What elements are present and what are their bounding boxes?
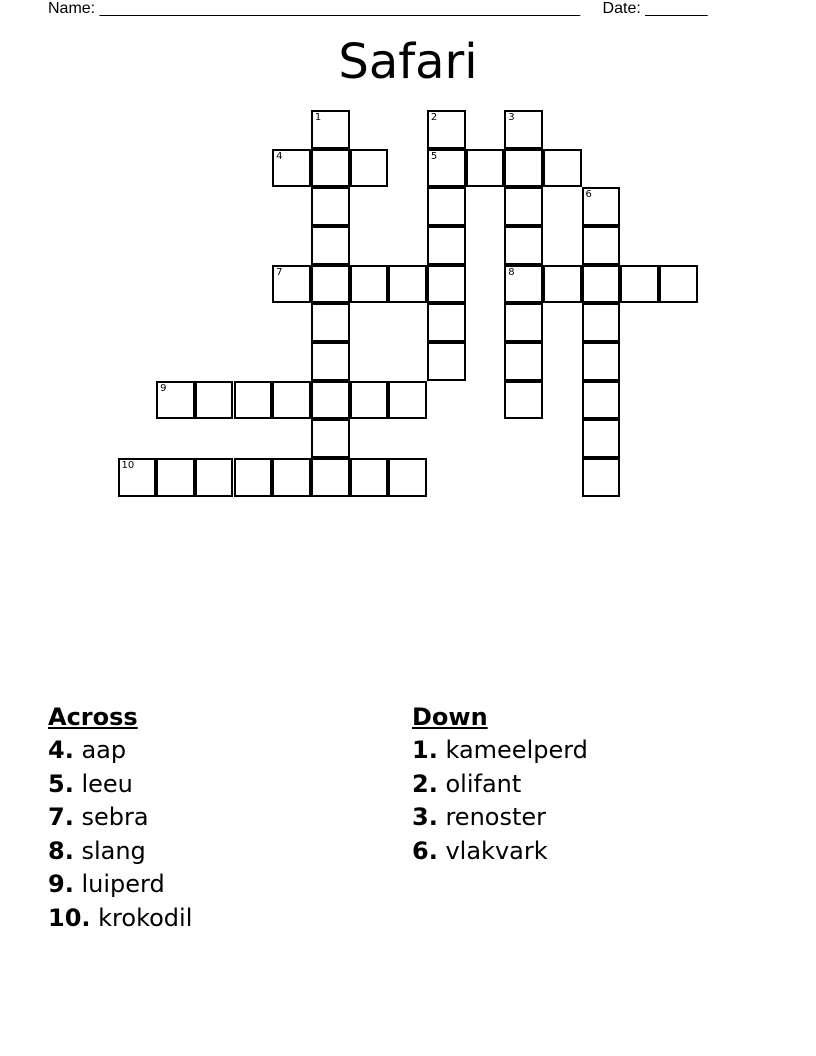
cell-number: 6 (585, 189, 592, 201)
grid-cell[interactable] (388, 458, 427, 497)
grid-cell[interactable] (582, 226, 621, 265)
grid-cell[interactable] (427, 110, 466, 149)
grid-cell[interactable] (427, 187, 466, 226)
name-label: Name: (48, 0, 96, 17)
grid-cell[interactable] (118, 458, 157, 497)
name-blank[interactable]: ______________________________________________________ (99, 0, 581, 17)
grid-cell[interactable] (311, 226, 350, 265)
across-heading: Across (48, 703, 138, 731)
grid-cell[interactable] (504, 342, 543, 381)
cell-number: 10 (121, 460, 135, 472)
date-blank[interactable]: _______ (645, 0, 708, 17)
clue-across-10: 10. krokodil (48, 903, 193, 932)
grid-cell[interactable] (427, 226, 466, 265)
date-label: Date: (602, 0, 641, 17)
grid-cell[interactable] (311, 303, 350, 342)
clue-down-1: 1. kameelperd (412, 736, 588, 764)
grid-cell[interactable] (350, 149, 389, 188)
grid-cell[interactable] (311, 187, 350, 226)
grid-cell[interactable] (659, 265, 698, 304)
grid-cell[interactable] (234, 458, 273, 497)
clue-down-6: 6. vlakvark (412, 836, 548, 865)
clue-down-3: 3. renoster (412, 803, 547, 831)
clue-across-9: 9. luiperd (48, 870, 165, 898)
across-clues (48, 700, 192, 935)
grid-cell[interactable] (582, 265, 621, 304)
cell-number: 2 (430, 112, 438, 123)
grid-cell[interactable] (466, 149, 505, 188)
clue-across-4: 4. aap (48, 736, 127, 764)
grid-cell[interactable] (427, 149, 466, 188)
grid-cell[interactable] (350, 458, 389, 497)
grid-cell[interactable] (195, 458, 234, 497)
grid-cell[interactable] (504, 226, 543, 265)
grid-cell[interactable] (311, 265, 350, 304)
grid-cell[interactable] (311, 342, 350, 381)
grid-cell[interactable] (504, 265, 543, 304)
cell-number: 8 (508, 266, 515, 278)
grid-cell[interactable] (582, 303, 621, 342)
grid-cell[interactable] (504, 110, 543, 149)
grid-cell[interactable] (272, 265, 311, 304)
grid-cell[interactable] (272, 149, 311, 188)
grid-cell[interactable] (504, 381, 543, 420)
clue-across-5: 5. leeu (48, 769, 133, 798)
clue-across-7: 7. sebra (48, 803, 149, 831)
grid-cell[interactable] (311, 149, 350, 188)
grid-cell[interactable] (427, 342, 466, 381)
grid-cell[interactable] (504, 187, 543, 226)
grid-cell[interactable] (234, 381, 273, 420)
grid-cell[interactable] (311, 419, 350, 458)
cell-number: 3 (508, 112, 515, 123)
grid-cell[interactable] (427, 303, 466, 342)
grid-cell[interactable] (350, 381, 389, 420)
grid-cell[interactable] (388, 265, 427, 304)
cell-number: 4 (276, 150, 283, 162)
grid-cell[interactable] (427, 265, 466, 304)
grid-cell[interactable] (311, 458, 350, 497)
grid-cell[interactable] (543, 265, 582, 304)
grid-cell[interactable] (504, 303, 543, 342)
grid-cell[interactable] (582, 187, 621, 226)
grid-cell[interactable] (195, 381, 234, 420)
down-heading: Down (412, 703, 488, 731)
grid-cell[interactable] (504, 149, 543, 188)
page-title: Safari (338, 34, 478, 90)
grid-cell[interactable] (582, 381, 621, 420)
clue-across-8: 8. slang (48, 836, 146, 865)
grid-cell[interactable] (350, 265, 389, 304)
grid-cell[interactable] (311, 110, 350, 149)
grid-cell[interactable] (156, 381, 195, 420)
cell-number: 9 (160, 382, 167, 394)
grid-cell[interactable] (311, 381, 350, 420)
grid-cell[interactable] (156, 458, 195, 497)
grid-cell[interactable] (272, 381, 311, 420)
cell-number: 7 (276, 266, 283, 278)
grid-cell[interactable] (582, 419, 621, 458)
grid-cell[interactable] (543, 149, 582, 188)
grid-cell[interactable] (388, 381, 427, 420)
down-clues (412, 700, 588, 868)
clue-down-2: 2. olifant (412, 769, 522, 798)
grid-cell[interactable] (620, 265, 659, 304)
cell-number: 5 (430, 150, 438, 162)
grid-cell[interactable] (582, 342, 621, 381)
grid-cell[interactable] (272, 458, 311, 497)
grid-cell[interactable] (582, 458, 621, 497)
cell-number: 1 (314, 112, 322, 123)
